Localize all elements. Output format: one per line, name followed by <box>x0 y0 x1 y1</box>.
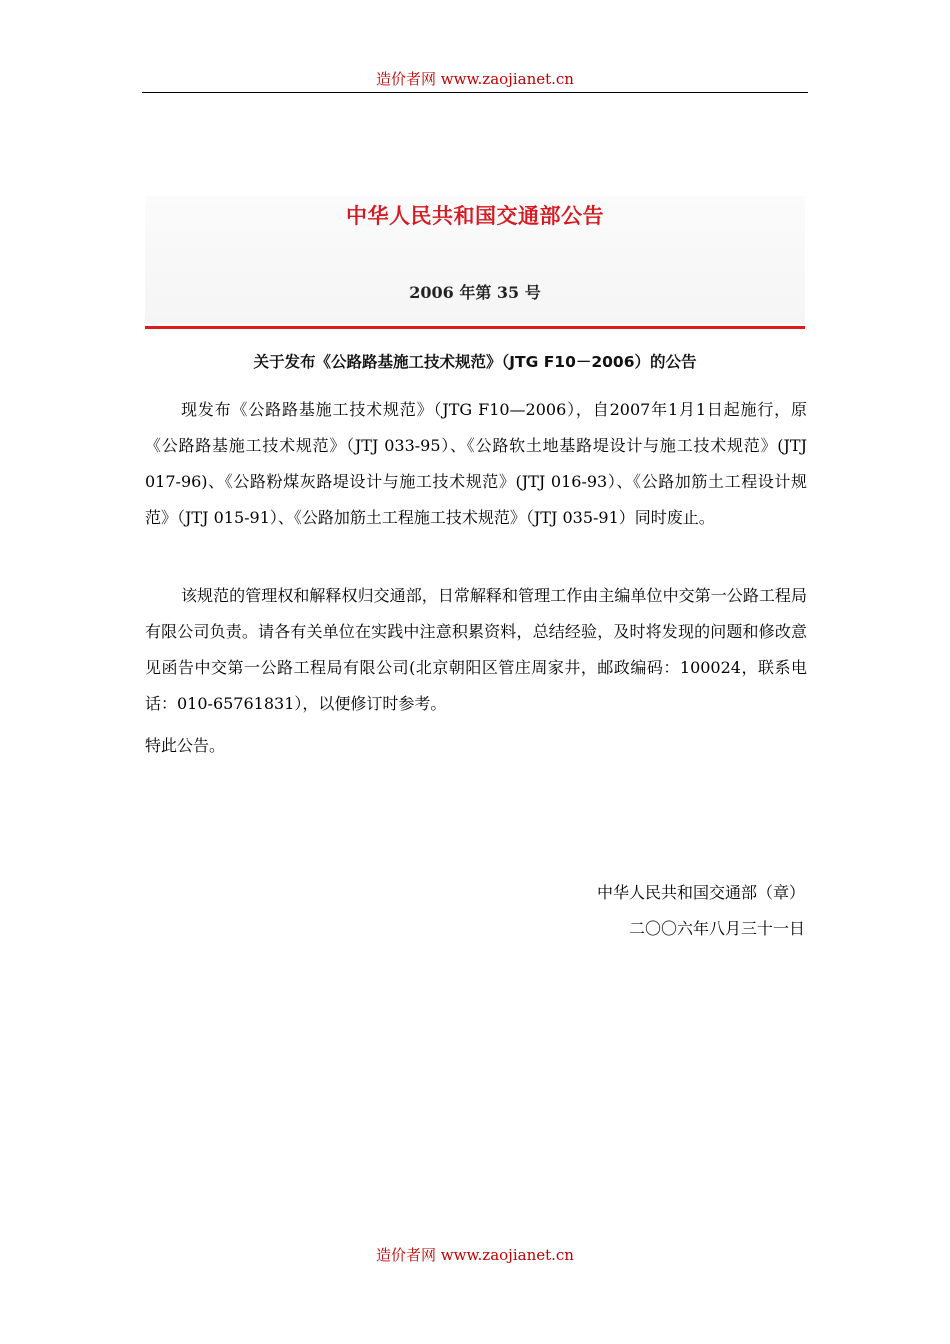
signature-date: 二〇〇六年八月三十一日 <box>628 919 805 938</box>
notice-title: 中华人民共和国交通部公告 <box>346 204 604 228</box>
site-header-label: 造价者网 www.zaojianet.cn <box>376 70 574 88</box>
body-paragraph-2: 该规范的管理权和解释权归交通部，日常解释和管理工作由主编单位中交第一公路工程局有限公司负责。请各有关单位在实践中注意积累资料，总结经验，及时将发现的问题和修改意见函告中交第一公路工程局有限公司(北京朝阳区管庄周家井，邮政编码：100024，联系电话：010-65761831），以便修订时参考。 <box>145 586 807 713</box>
notice-subject: 关于发布《公路路基施工技术规范》（JTG F10－2006）的公告 <box>253 353 697 371</box>
signature-organization: 中华人民共和国交通部（章） <box>596 883 805 902</box>
body-paragraph-3: 特此公告。 <box>145 736 226 755</box>
body-paragraph-1: 现发布《公路路基施工技术规范》（JTG F10—2006），自2007年1月1日起施行，原《公路路基施工技术规范》（JTJ 033-95）、《公路软土地基路堤设计与施工技术规范》(JTJ 017-96)、《公路粉煤灰路堤设计与施工技术规范》(JTJ 016-93）、《公路加筋土工程设计规范》（JTJ 015-91）、《公路加筋土工程施工技术规范》（JTJ 035-91）同时废止。 <box>145 400 807 527</box>
red-divider <box>145 326 805 329</box>
notice-number: 2006 年第 35 号 <box>409 283 541 302</box>
site-footer-label: 造价者网 www.zaojianet.cn <box>376 1246 574 1264</box>
header-divider <box>142 92 808 93</box>
